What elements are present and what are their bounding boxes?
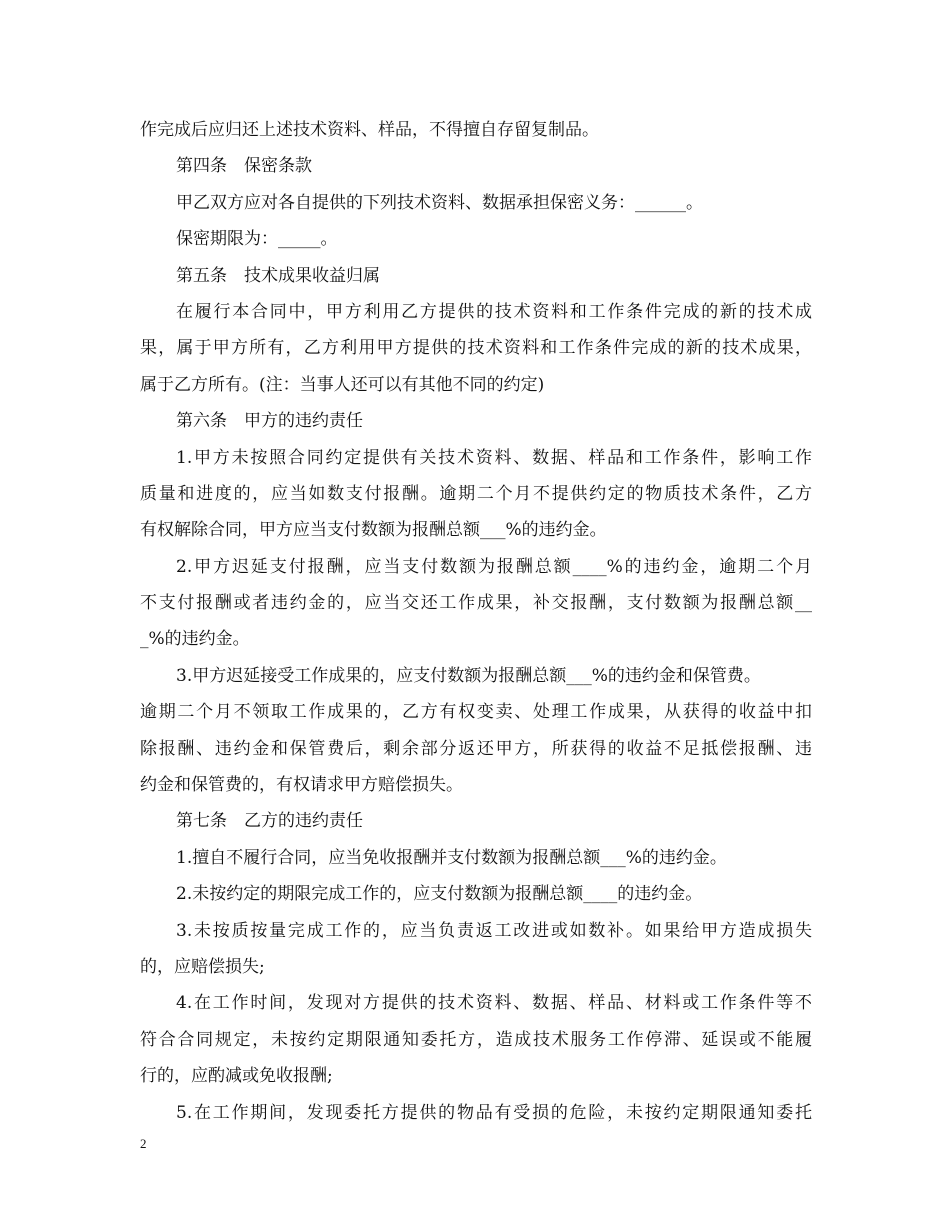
text-line: 质量和进度的，应当如数支付报酬。逾期二个月不提供约定的物质技术条件，乙方 [140, 483, 812, 504]
text-line: 除报酬、违约金和保管费后，剩余部分返还甲方，所获得的收益不足抵偿报酬、违 [140, 738, 812, 759]
text-line: 甲乙双方应对各自提供的下列技术资料、数据承担保密义务：______。 [176, 192, 703, 213]
text-line: 符合合同规定，未按约定期限通知委托方，造成技术服务工作停滞、延误或不能履 [140, 1029, 812, 1050]
section-heading: 第六条 甲方的违约责任 [176, 411, 363, 432]
text-line: 2.甲方迟延支付报酬，应当支付数额为报酬总额____%的违约金，逾期二个月 [176, 556, 812, 577]
text-line: 属于乙方所有。(注：当事人还可以有其他不同的约定) [140, 374, 545, 395]
page-number: 2 [140, 1136, 147, 1151]
text-line: 4.在工作时间，发现对方提供的技术资料、数据、样品、材料或工作条件等不 [176, 993, 812, 1014]
text-line: 5.在工作期间，发现委托方提供的物品有受损的危险，未按约定期限通知委托 [176, 1102, 812, 1123]
text-line: 保密期限为：_____。 [176, 229, 338, 250]
text-line: 的，应赔偿损失; [140, 956, 265, 977]
text-line: 1.甲方未按照合同约定提供有关技术资料、数据、样品和工作条件，影响工作 [176, 447, 812, 468]
text-line: 行的，应酌减或免收报酬; [140, 1066, 333, 1087]
text-line: 有权解除合同，甲方应当支付数额为报酬总额___%的违约金。 [140, 520, 607, 541]
text-line: 果，属于甲方所有，乙方利用甲方提供的技术资料和工作条件完成的新的技术成果， [140, 338, 812, 359]
text-line: 3.未按质按量完成工作的，应当负责返工改进或如数补。如果给甲方造成损失 [176, 920, 812, 941]
document-body [140, 112, 812, 1131]
text-line: _%的违约金。 [140, 629, 250, 650]
text-line: 不支付报酬或者违约金的，应当交还工作成果，补交报酬，支付数额为报酬总额__ [140, 593, 812, 614]
text-line: 在履行本合同中，甲方利用乙方提供的技术资料和工作条件完成的新的技术成 [176, 301, 812, 322]
text-line: 约金和保管费的，有权请求甲方赔偿损失。 [140, 775, 463, 796]
text-line: 逾期二个月不领取工作成果的，乙方有权变卖、处理工作成果，从获得的收益中扣 [140, 702, 812, 723]
section-heading: 第四条 保密条款 [176, 156, 312, 177]
text-line: 3.甲方迟延接受工作成果的，应支付数额为报酬总额___%的违约金和保管费。 [176, 665, 761, 686]
text-line: 1.擅自不履行合同，应当免收报酬并支付数额为报酬总额___%的违约金。 [176, 847, 727, 868]
section-heading: 第七条 乙方的违约责任 [176, 811, 363, 832]
text-line: 2.未按约定的期限完成工作的，应支付数额为报酬总额____的违约金。 [176, 884, 703, 905]
text-line: 作完成后应归还上述技术资料、样品，不得擅自存留复制品。 [140, 120, 599, 140]
section-heading: 第五条 技术成果收益归属 [176, 265, 380, 286]
